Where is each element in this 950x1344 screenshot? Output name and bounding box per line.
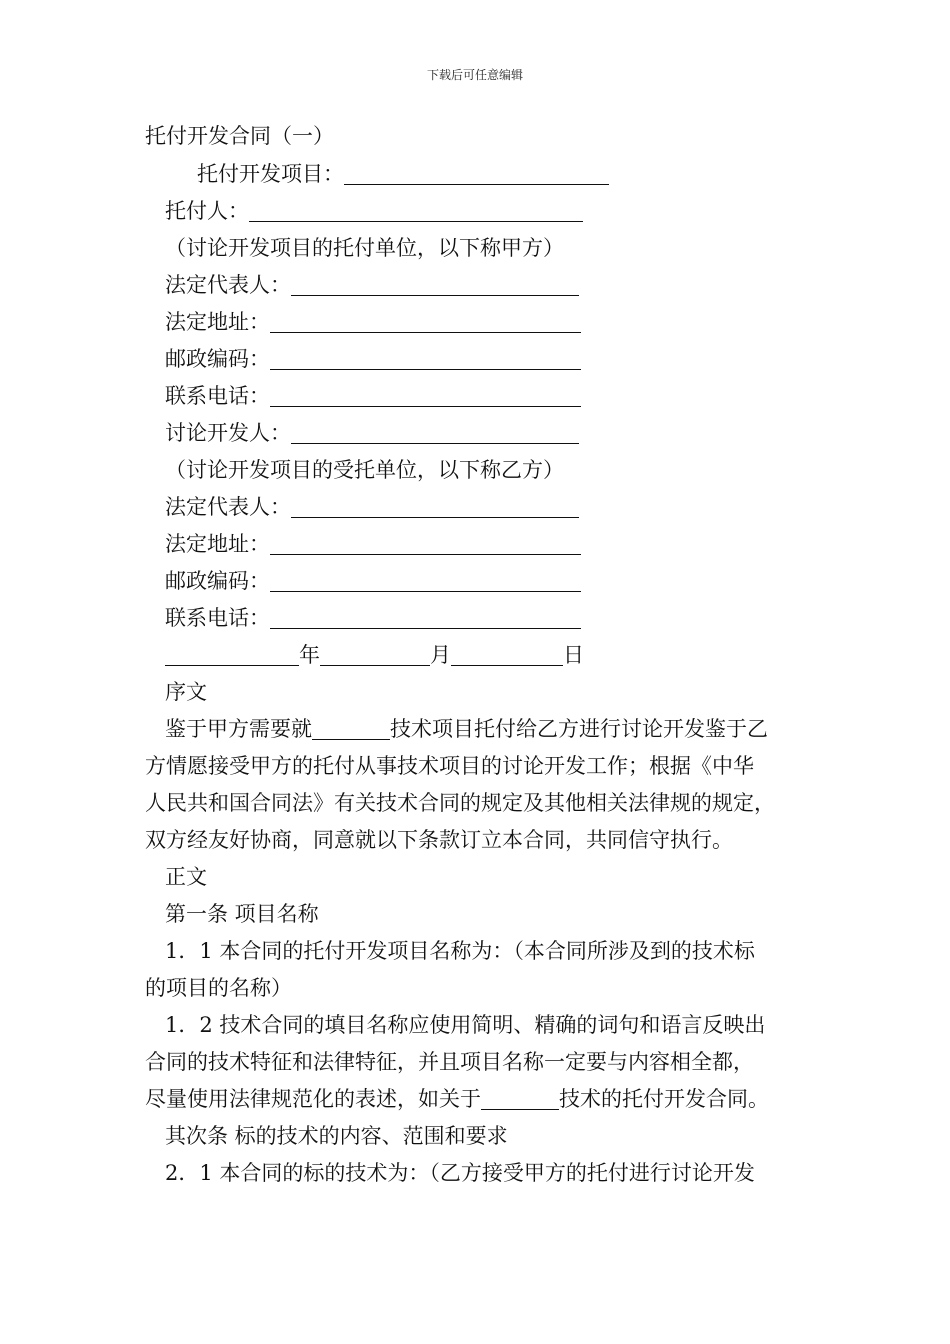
field-client — [145, 193, 825, 230]
field-label: 邮政编码： — [165, 569, 270, 593]
date-line — [145, 637, 825, 674]
field-label: 托付人： — [165, 199, 249, 223]
text-run: 鉴于甲方需要就 — [165, 717, 312, 741]
blank-line[interactable] — [312, 715, 390, 740]
field-developer — [145, 415, 825, 452]
blank-line[interactable] — [270, 345, 581, 370]
blank-line[interactable] — [291, 271, 579, 296]
clause-line: 的项目的名称） — [145, 976, 292, 1000]
text-run: 技术的托付开发合同。 — [559, 1087, 769, 1111]
clause-1-2 — [145, 1007, 825, 1118]
field-label: 联系电话： — [165, 606, 270, 630]
field-dev-phone — [145, 600, 825, 637]
clause-line: 1．1 本合同的托付开发项目名称为：（本合同所涉及到的技术标 — [165, 939, 755, 963]
page-header-note: 下载后可任意编辑 — [426, 68, 523, 82]
blank-line[interactable] — [481, 1085, 559, 1110]
field-label: 联系电话： — [165, 384, 270, 408]
blank-line[interactable] — [344, 160, 609, 185]
preface-line: 人民共和国合同法》有关技术合同的规定及其他相关法律规的规定， — [145, 791, 775, 815]
clause-2-1: 2．1 本合同的标的技术为：（乙方接受甲方的托付进行讨论开发 — [165, 1161, 755, 1185]
field-label: 讨论开发人： — [165, 421, 291, 445]
clause-line: 合同的技术特征和法律特征，并且项目名称一定要与内容相全都， — [145, 1050, 754, 1074]
article-2-title: 其次条 标的技术的内容、范围和要求 — [165, 1124, 508, 1148]
date-day-label: 日 — [563, 643, 584, 667]
field-label: 法定地址： — [165, 532, 270, 556]
document-title: 托付开发合同（一） — [145, 124, 334, 148]
blank-line[interactable] — [270, 530, 581, 555]
field-label: 法定代表人： — [165, 273, 291, 297]
date-month-label: 月 — [430, 643, 451, 667]
field-dev-rep — [145, 489, 825, 526]
clause-1-1 — [145, 933, 825, 1007]
field-project — [145, 156, 825, 193]
field-label: 邮政编码： — [165, 347, 270, 371]
field-client-phone — [145, 378, 825, 415]
blank-day[interactable] — [451, 641, 563, 666]
text-run: 尽量使用法律规范化的表述，如关于 — [145, 1087, 481, 1111]
field-client-rep — [145, 267, 825, 304]
developer-note: （讨论开发项目的受托单位，以下称乙方） — [165, 458, 564, 482]
preface-line: 双方经友好协商，同意就以下条款订立本合同，共同信守执行。 — [145, 828, 733, 852]
clause-line: 1．2 技术合同的填目名称应使用简明、精确的词句和语言反映出 — [165, 1013, 766, 1037]
field-dev-address — [145, 526, 825, 563]
client-note: （讨论开发项目的托付单位，以下称甲方） — [165, 236, 564, 260]
document-body — [145, 118, 825, 1192]
blank-year[interactable] — [165, 641, 299, 666]
blank-line[interactable] — [291, 419, 579, 444]
preface-heading: 序文 — [165, 680, 207, 704]
field-client-address — [145, 304, 825, 341]
blank-line[interactable] — [270, 308, 581, 333]
field-label: 法定代表人： — [165, 495, 291, 519]
preface-line — [145, 711, 825, 748]
blank-line[interactable] — [270, 382, 581, 407]
blank-line[interactable] — [291, 493, 579, 518]
date-year-label: 年 — [299, 643, 320, 667]
text-run: 技术项目托付给乙方进行讨论开发鉴于乙 — [390, 717, 768, 741]
field-label: 托付开发项目： — [197, 162, 344, 186]
body-heading: 正文 — [165, 865, 207, 889]
preface-paragraph — [145, 711, 825, 859]
field-label: 法定地址： — [165, 310, 270, 334]
article-1-title: 第一条 项目名称 — [165, 902, 319, 926]
field-dev-postcode — [145, 563, 825, 600]
blank-line[interactable] — [249, 197, 583, 222]
preface-line: 方情愿接受甲方的托付从事技术项目的讨论开发工作；根据《中华 — [145, 754, 754, 778]
blank-month[interactable] — [320, 641, 430, 666]
blank-line[interactable] — [270, 567, 581, 592]
clause-line — [145, 1081, 825, 1118]
blank-line[interactable] — [270, 604, 581, 629]
field-client-postcode — [145, 341, 825, 378]
